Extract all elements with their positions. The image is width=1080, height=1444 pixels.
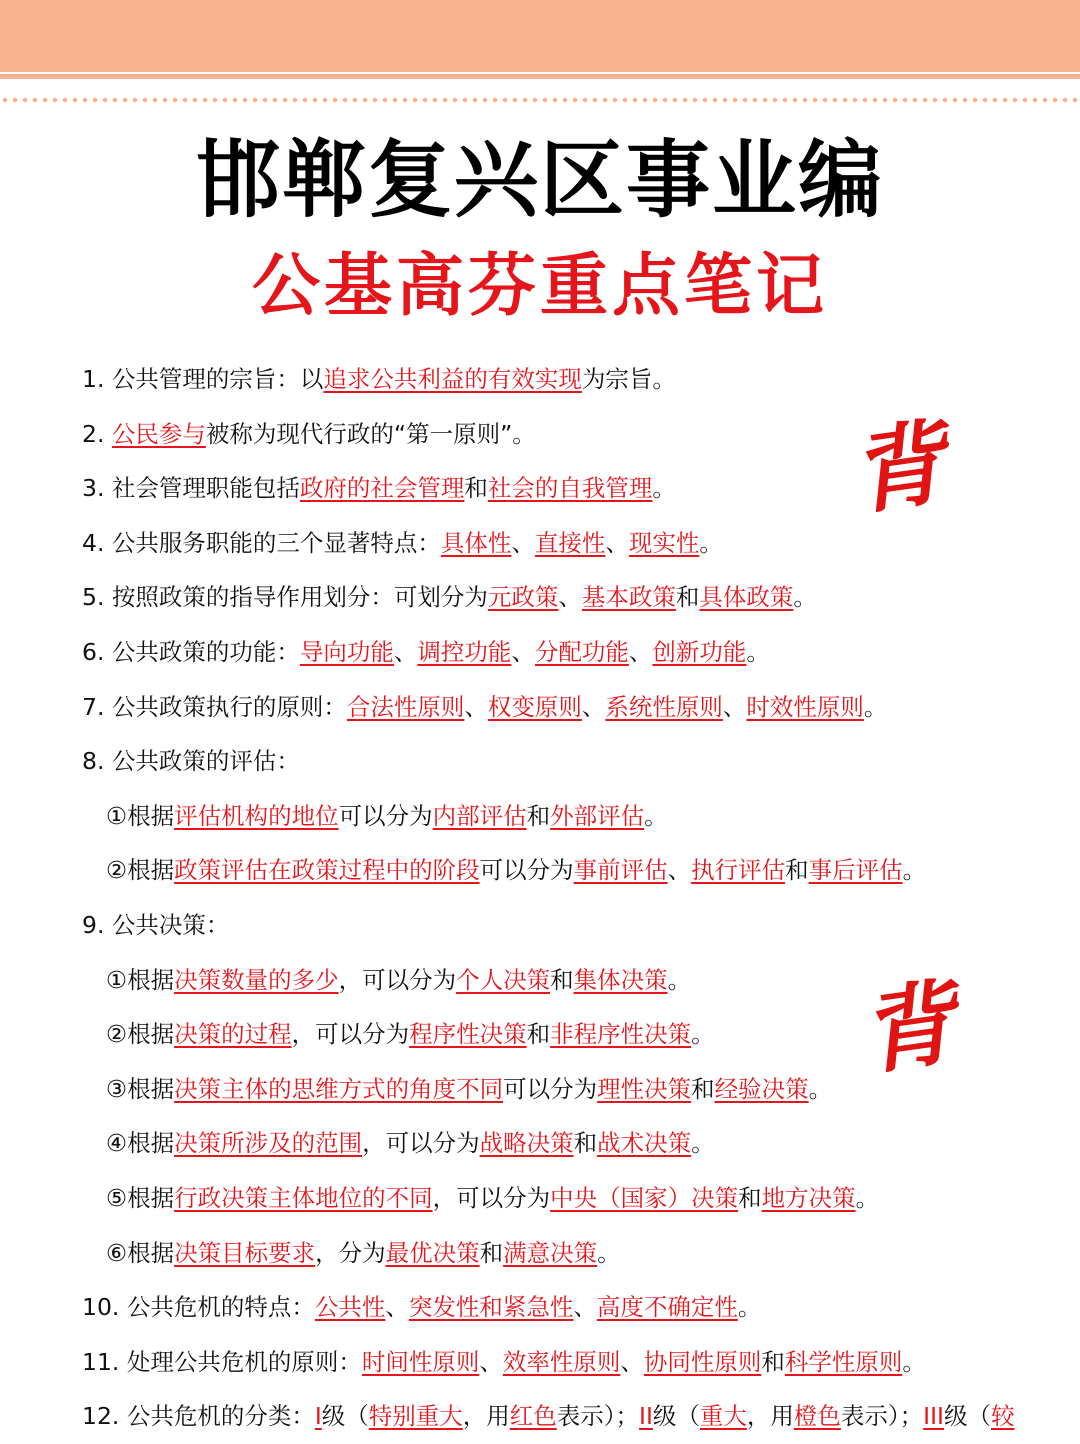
note-text: 1. 公共管理的宗旨：以 (82, 365, 324, 393)
note-text: 、 (605, 528, 629, 557)
note-text: 、 (722, 692, 747, 721)
key-term: 较 (990, 1402, 1015, 1431)
note-line (82, 1007, 1042, 1062)
key-term: 事后评估 (808, 856, 903, 885)
key-term: 系统性原则 (605, 692, 723, 721)
key-term: 集体决策 (573, 965, 668, 994)
key-term: 决策数量的多少 (174, 965, 339, 994)
note-line (82, 1062, 1042, 1117)
note-line (82, 843, 1042, 898)
note-text: 和 (550, 965, 574, 994)
note-text: ⑤根据 (106, 1183, 175, 1212)
note-text: 可以分为 (338, 801, 433, 830)
note-text: 、 (667, 856, 692, 885)
key-term: 基本政策 (581, 583, 676, 612)
key-term: 评估机构的地位 (174, 801, 339, 830)
note-text: ，分为 (315, 1238, 386, 1267)
note-text: 和 (675, 583, 700, 612)
key-term: 非程序性决策 (550, 1020, 692, 1049)
note-text: 和 (573, 1129, 598, 1158)
note-text: 。 (863, 692, 888, 721)
note-text: ，用 (462, 1402, 510, 1431)
note-text: ①根据 (106, 801, 175, 830)
note-text: 6. 公共政策的功能： (82, 637, 300, 666)
key-term: 程序性决策 (409, 1020, 527, 1049)
note-text: 8. 公共政策的评估： (82, 747, 300, 776)
key-term: 追求公共利益的有效实现 (323, 365, 582, 393)
note-text: 和 (691, 1074, 715, 1103)
key-term: 导向功能 (299, 637, 394, 666)
key-term: 政府的社会管理 (299, 474, 465, 503)
key-term: 重大 (699, 1402, 747, 1431)
key-term: 中央（国家）决策 (550, 1183, 739, 1212)
key-term: 外部评估 (550, 801, 645, 830)
note-text: 和 (464, 474, 488, 503)
memorize-stamp: 背 (844, 408, 952, 528)
note-text: 和 (761, 1347, 785, 1376)
note-text: ，可以分为 (291, 1020, 410, 1049)
key-term: 执行评估 (691, 856, 786, 885)
key-term: 元政策 (487, 583, 559, 612)
note-text: 。 (793, 583, 817, 612)
note-line (82, 625, 1042, 680)
note-text: 为宗旨。 (581, 365, 676, 393)
note-line (82, 898, 1042, 953)
page-title: 邯郸复兴区事业编 (195, 131, 884, 229)
note-text: 、 (464, 692, 488, 721)
key-term: 效率性原则 (502, 1347, 621, 1376)
note-text: 级（ (943, 1402, 991, 1431)
key-term: 事前评估 (573, 856, 668, 885)
note-text: 和 (738, 1183, 762, 1212)
note-text: 12. 公共危机的分类： (82, 1402, 315, 1431)
note-line (82, 1226, 1042, 1281)
key-term: 权变原则 (487, 692, 582, 721)
key-term: II (639, 1402, 653, 1431)
note-text: 。 (699, 528, 723, 557)
note-text: 。 (808, 1074, 833, 1103)
note-text: 和 (479, 1238, 504, 1267)
note-text: ⑥根据 (106, 1238, 175, 1267)
key-term: 创新功能 (652, 637, 747, 666)
note-text: 。 (691, 1129, 715, 1158)
key-term: 高度不确定性 (596, 1293, 738, 1322)
note-text: 。 (902, 1347, 926, 1376)
note-text: 被称为现代行政的“第一原则”。 (205, 419, 536, 448)
note-text: 、 (558, 583, 582, 612)
decorative-stripe (0, 74, 1080, 79)
note-text: 表示）； (840, 1402, 924, 1431)
note-text: ④根据 (106, 1129, 175, 1158)
note-text: ，可以分为 (432, 1183, 551, 1212)
note-text: 可以分为 (479, 856, 574, 885)
key-term: 理性决策 (597, 1074, 692, 1103)
key-term: 橙色 (793, 1402, 841, 1431)
note-text: 7. 公共政策执行的原则： (82, 692, 347, 721)
note-text: 、 (385, 1293, 409, 1322)
key-term: III (923, 1402, 944, 1431)
note-text: 5. 按照政策的指导作用划分：可划分为 (82, 583, 488, 612)
note-text: 、 (511, 637, 535, 666)
note-line (82, 461, 1042, 516)
note-text: 。 (667, 965, 692, 994)
key-term: I (314, 1402, 322, 1431)
note-text: 。 (737, 1293, 762, 1322)
note-text: 级（ (321, 1402, 369, 1431)
key-term: 满意决策 (503, 1238, 598, 1267)
key-term: 行政决策主体地位的不同 (174, 1183, 433, 1212)
note-text: 、 (620, 1347, 644, 1376)
memorize-stamp: 背 (854, 968, 962, 1088)
key-term: 协同性原则 (643, 1347, 762, 1376)
key-term: 最优决策 (385, 1238, 480, 1267)
key-term: 时间性原则 (361, 1347, 480, 1376)
notes-list (82, 352, 1042, 1444)
note-line (82, 734, 1042, 789)
note-line (82, 1335, 1042, 1390)
key-term: 分配功能 (534, 637, 629, 666)
key-term: 公共性 (314, 1293, 386, 1322)
key-term: 经验决策 (714, 1074, 809, 1103)
key-term: 具体性 (440, 528, 512, 557)
note-text: 9. 公共决策： (82, 910, 230, 939)
note-text: ②根据 (106, 856, 175, 885)
note-line (82, 1280, 1042, 1335)
note-text: 。 (644, 801, 668, 830)
key-term: 政策评估在政策过程中的阶段 (174, 856, 480, 885)
note-line (82, 1116, 1042, 1171)
note-text: 表示）； (556, 1402, 640, 1431)
note-line (82, 680, 1042, 735)
key-term: 个人决策 (456, 965, 551, 994)
key-term: 公民参与 (111, 419, 206, 448)
key-term: 具体政策 (699, 583, 794, 612)
page-subtitle: 公基高芬重点笔记 (251, 246, 828, 326)
key-term: 决策所涉及的范围 (174, 1129, 363, 1158)
note-line (82, 953, 1042, 1008)
note-text: 。 (597, 1238, 621, 1267)
key-term: 战略决策 (479, 1129, 574, 1158)
note-text: 、 (581, 692, 606, 721)
key-term: 特别重大 (368, 1402, 463, 1431)
key-term: 科学性原则 (784, 1347, 903, 1376)
key-term: 战术决策 (597, 1129, 692, 1158)
key-term: 内部评估 (432, 801, 527, 830)
note-text: ，可以分为 (362, 1129, 480, 1158)
note-text: 、 (479, 1347, 503, 1376)
note-text: ，可以分为 (338, 965, 457, 994)
note-text: 和 (526, 1020, 551, 1049)
note-text: 、 (393, 637, 418, 666)
note-text: 11. 处理公共危机的原则： (82, 1347, 362, 1376)
key-term: 合法性原则 (346, 692, 465, 721)
note-text: 。 (902, 856, 927, 885)
note-text: 10. 公共危机的特点： (82, 1293, 315, 1322)
note-line (82, 1171, 1042, 1226)
note-text: 、 (628, 637, 653, 666)
top-decorative-band (0, 0, 1080, 72)
note-text: ①根据 (106, 965, 175, 994)
key-term: 地方决策 (761, 1183, 856, 1212)
dotted-divider (0, 97, 1080, 103)
note-text: 。 (652, 474, 676, 503)
note-line (82, 516, 1042, 571)
note-line (82, 407, 1042, 462)
note-text: ，用 (746, 1402, 794, 1431)
note-text: 。 (855, 1183, 880, 1212)
note-text: ②根据 (106, 1020, 175, 1049)
key-term: 决策目标要求 (174, 1238, 316, 1267)
note-text: ③根据 (106, 1074, 175, 1103)
note-text: 3. 社会管理职能包括 (82, 474, 300, 503)
note-line (82, 570, 1042, 625)
note-text: 4. 公共服务职能的三个显著特点： (82, 528, 441, 557)
key-term: 决策的过程 (174, 1020, 292, 1049)
key-term: 红色 (509, 1402, 557, 1431)
key-term: 调控功能 (417, 637, 512, 666)
note-text: 级（ (652, 1402, 700, 1431)
note-line (82, 789, 1042, 844)
note-line (82, 352, 1042, 407)
key-term: 决策主体的思维方式的角度不同 (174, 1074, 504, 1103)
note-text: 和 (526, 801, 551, 830)
note-line (82, 1389, 1042, 1444)
key-term: 现实性 (628, 528, 700, 557)
key-term: 直接性 (534, 528, 606, 557)
note-text: 和 (785, 856, 809, 885)
note-text: 。 (691, 1020, 715, 1049)
note-text: 。 (746, 637, 770, 666)
note-text: 2. (82, 419, 112, 448)
key-term: 突发性和紧急性 (408, 1293, 574, 1322)
key-term: 社会的自我管理 (487, 474, 653, 503)
note-text: 、 (573, 1293, 597, 1322)
note-text: 可以分为 (503, 1074, 598, 1103)
note-text: 、 (511, 528, 535, 557)
key-term: 时效性原则 (746, 692, 864, 721)
